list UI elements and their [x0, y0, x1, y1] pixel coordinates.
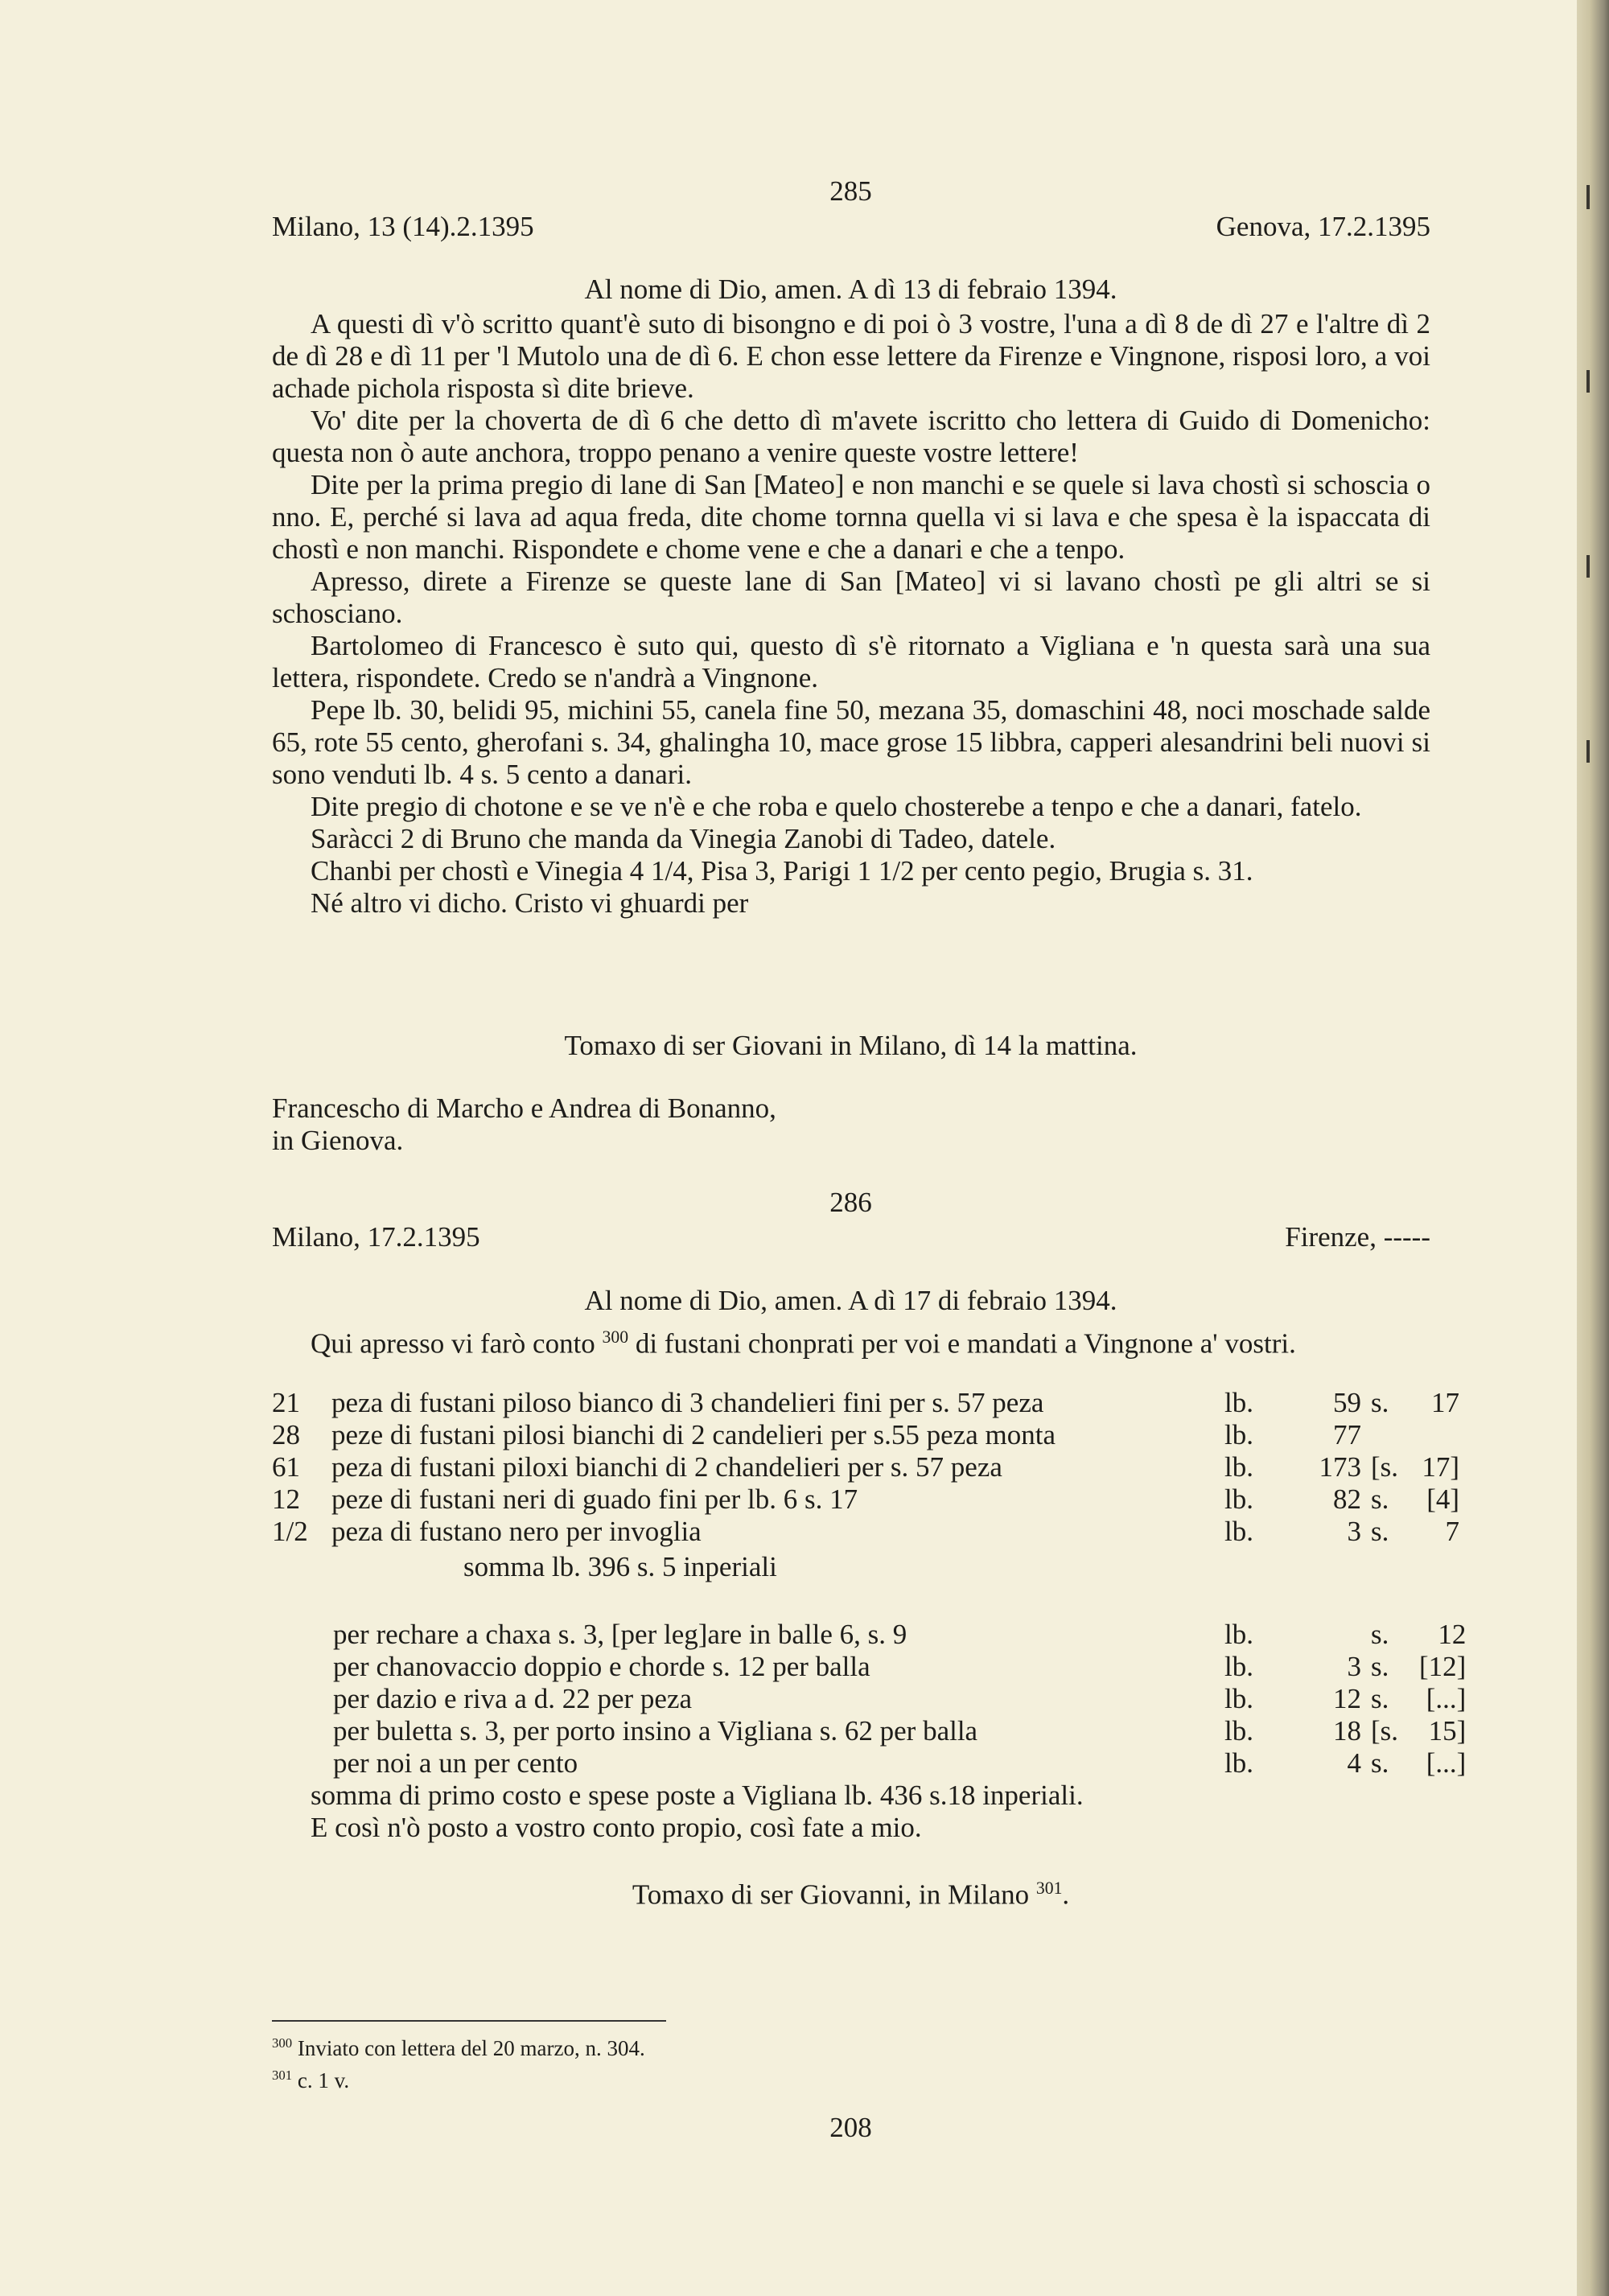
s-cell: s. — [1371, 1483, 1389, 1515]
letter-286-number: 286 — [829, 1187, 872, 1218]
footnote — [272, 2035, 645, 2061]
footnote-text: c. 1 v. — [292, 2068, 350, 2092]
signature-text: Tomaxo di ser Giovanni, in Milano — [632, 1878, 1036, 1911]
paragraph: Pepe lb. 30, belidi 95, michini 55, canela fine 50, mezana 35, domaschini 48, noci moschade salde 65, rote 55 cento, gherofani s. 34, ghalingha 10, mace grose 15 libbra, capperi alesandrini beli nuovi si sono venduti lb. 4 s. 5 cento a danari. — [272, 694, 1430, 790]
d-cell: 12 — [1438, 1619, 1467, 1650]
qty-cell: 1/2 — [272, 1516, 308, 1547]
d-cell: 17 — [1431, 1387, 1459, 1418]
letter-285-signature: Tomaxo di ser Giovani in Milano, dì 14 la mattina. — [564, 1030, 1138, 1061]
d-cell: [...] — [1426, 1683, 1467, 1714]
subtotal: somma lb. 396 s. 5 inperiali — [463, 1551, 777, 1582]
paragraph: Saràcci 2 di Bruno che manda da Vinegia Zanobi di Tadeo, datele. — [311, 823, 1056, 854]
table-row — [272, 1451, 1459, 1483]
paragraph: Né altro vi dicho. Cristo vi ghuardi per — [311, 887, 749, 919]
table-row — [272, 1419, 1459, 1451]
desc-cell: peza di fustani piloso bianco di 3 chandelieri fini per s. 57 peza — [331, 1387, 1044, 1418]
table-row — [272, 1387, 1459, 1419]
table-row — [333, 1683, 1466, 1715]
d-cell — [1419, 1419, 1459, 1451]
s-cell: s. — [1371, 1516, 1389, 1547]
desc-cell: peze di fustani neri di guado fini per lb. 6 s. 17 — [331, 1483, 858, 1515]
s-cell — [1361, 1419, 1419, 1451]
s-cell: s. — [1371, 1651, 1389, 1682]
d-cell: [12] — [1419, 1651, 1467, 1682]
unit-cell: lb. — [1224, 1419, 1253, 1450]
d-cell: 7 — [1445, 1516, 1459, 1547]
footnote-mark: 300 — [272, 2035, 293, 2051]
paragraph: Vo' dite per la choverta de dì 6 che detto dì m'avete iscritto cho lettera di Guido di Domenicho: questa non ò aute anchora, troppo penano a venire queste vostre lettere! — [272, 405, 1430, 468]
unit-cell: lb. — [1224, 1387, 1253, 1418]
footnote-ref: 301 — [1035, 1878, 1063, 1898]
letter-285-to: Genova, 17.2.1395 — [1216, 211, 1430, 242]
footnote-rule — [272, 2020, 666, 2022]
table-row — [333, 1619, 1466, 1651]
desc-cell: per buletta s. 3, per porto insino a Vigliana s. 62 per balla — [333, 1715, 978, 1747]
letter-286-intro — [272, 1321, 1430, 1360]
paragraph: Bartolomeo di Francesco è suto qui, questo dì s'è ritornato a Vigliana e 'n questa sarà una sua lettera, rispondete. Credo se n'andrà a Vingnone. — [272, 630, 1430, 693]
desc-cell: per noi a un per cento — [333, 1747, 578, 1779]
table-row — [333, 1747, 1466, 1780]
lb-cell: 18 — [1333, 1715, 1361, 1747]
qty-cell: 61 — [272, 1451, 300, 1483]
desc-cell: peza di fustano nero per invoglia — [331, 1516, 702, 1547]
footnote-mark: 301 — [272, 2068, 293, 2083]
intro-text: Qui apresso vi farò conto — [311, 1327, 603, 1360]
letter-286-signature — [0, 1878, 1609, 1911]
lb-cell — [1297, 1619, 1361, 1651]
lb-cell: 59 — [1333, 1387, 1361, 1418]
d-cell: [4] — [1426, 1483, 1459, 1515]
intro-text: di fustani chonprati per voi e mandati a Vingnone a' vostri. — [628, 1327, 1296, 1360]
footnote-ref: 300 — [602, 1327, 629, 1347]
lb-cell: 82 — [1333, 1483, 1361, 1515]
letter-285-address — [272, 1092, 1430, 1157]
lb-cell: 77 — [1333, 1419, 1361, 1450]
signature-text: . — [1062, 1878, 1070, 1911]
qty-cell: 12 — [272, 1483, 300, 1515]
paragraph: A questi dì v'ò scritto quant'è suto di bisongno e di poi ò 3 vostre, l'una a dì 8 de dì 27 e l'altre dì 2 de dì 28 e dì 11 per 'l Mutolo una de dì 6. E chon esse lettere da Firenze e Vingnone, risposi loro, a voi achade pichola risposta sì dite brieve. — [272, 308, 1430, 404]
letter-285-opening: Al nome di Dio, amen. A dì 13 di febraio 1394. — [584, 274, 1117, 305]
table-row — [272, 1516, 1459, 1548]
lb-cell: 3 — [1347, 1651, 1361, 1682]
table-row — [272, 1483, 1459, 1516]
closing-line: E così n'ò posto a vostro conto propio, così fate a mio. — [311, 1812, 922, 1843]
lb-cell: 4 — [1347, 1747, 1361, 1779]
unit-cell: lb. — [1224, 1483, 1253, 1515]
letter-285-number: 285 — [829, 175, 872, 207]
unit-cell: lb. — [1224, 1651, 1253, 1682]
unit-cell: lb. — [1224, 1516, 1253, 1547]
lb-cell: 173 — [1319, 1451, 1361, 1483]
letter-285-body — [272, 308, 1430, 920]
s-cell: [s. — [1371, 1451, 1399, 1483]
s-cell: s. — [1371, 1683, 1389, 1714]
paragraph: Chanbi per chostì e Vinegia 4 1/4, Pisa 3, Parigi 1 1/2 per cento pegio, Brugia s. 31. — [311, 855, 1253, 887]
table-row — [333, 1651, 1466, 1683]
page-number: 208 — [829, 2112, 872, 2143]
desc-cell: peza di fustani piloxi bianchi di 2 chandelieri per s. 57 peza — [331, 1451, 1002, 1483]
paragraph — [272, 1321, 1430, 1360]
unit-cell: lb. — [1224, 1451, 1253, 1483]
margin-mark — [1586, 740, 1590, 763]
desc-cell: per rechare a chaxa s. 3, [per leg]are in balle 6, s. 9 — [333, 1619, 907, 1650]
d-cell: [...] — [1426, 1747, 1467, 1779]
desc-cell: peze di fustani pilosi bianchi di 2 candelieri per s.55 peza monta — [331, 1419, 1056, 1450]
s-cell: s. — [1371, 1747, 1389, 1779]
letter-286-to: Firenze, ----- — [1285, 1221, 1430, 1253]
lb-cell: 3 — [1347, 1516, 1361, 1547]
margin-mark — [1586, 370, 1590, 393]
unit-cell: lb. — [1224, 1747, 1253, 1779]
footnote-text: Inviato con lettera del 20 marzo, n. 304. — [292, 2036, 645, 2060]
paragraph: Dite per la prima pregio di lane di San [Mateo] e non manchi e se quele si lava chostì si schoscia o nno. E, perché si lava ad aqua freda, dite chome tornna quella vi si lava e che spesa è la ispaccata di chostì e non manchi. Rispondete e chome vene e che a danari e che a tenpo. — [272, 469, 1430, 565]
unit-cell: lb. — [1224, 1715, 1253, 1747]
letter-286-closing — [272, 1780, 1430, 1844]
address-line: Francescho di Marcho e Andrea di Bonanno, — [272, 1092, 776, 1124]
footnote — [272, 2068, 349, 2093]
margin-mark — [1586, 555, 1590, 578]
qty-cell: 21 — [272, 1387, 300, 1418]
letter-285-from: Milano, 13 (14).2.1395 — [272, 211, 534, 242]
qty-cell: 28 — [272, 1419, 300, 1450]
d-cell: 17] — [1422, 1451, 1459, 1483]
fustian-table — [272, 1387, 1459, 1548]
s-cell: s. — [1371, 1619, 1389, 1650]
unit-cell: lb. — [1224, 1683, 1253, 1714]
table-row — [333, 1715, 1466, 1747]
expenses-table — [333, 1619, 1466, 1780]
desc-cell: per dazio e riva a d. 22 per peza — [333, 1683, 693, 1714]
paragraph: Dite pregio di chotone e se ve n'è e che roba e quelo chosterebe a tenpo e che a danari, fatelo. — [311, 791, 1362, 822]
desc-cell: per chanovaccio doppio e chorde s. 12 per balla — [333, 1651, 870, 1682]
letter-286-from: Milano, 17.2.1395 — [272, 1221, 480, 1253]
d-cell: 15] — [1428, 1715, 1467, 1747]
letter-286-opening: Al nome di Dio, amen. A dì 17 di febraio 1394. — [584, 1285, 1117, 1316]
page-edge — [1577, 0, 1609, 2296]
paragraph: Apresso, direte a Firenze se queste lane di San [Mateo] vi si lavano chostì pe gli altri se si schosciano. — [272, 566, 1430, 629]
s-cell: s. — [1371, 1387, 1389, 1418]
unit-cell: lb. — [1224, 1619, 1253, 1650]
s-cell: [s. — [1371, 1715, 1399, 1747]
lb-cell: 12 — [1333, 1683, 1361, 1714]
total-line: somma di primo costo e spese poste a Vigliana lb. 436 s.18 inperiali. — [311, 1780, 1084, 1811]
address-line: in Gienova. — [272, 1125, 404, 1156]
